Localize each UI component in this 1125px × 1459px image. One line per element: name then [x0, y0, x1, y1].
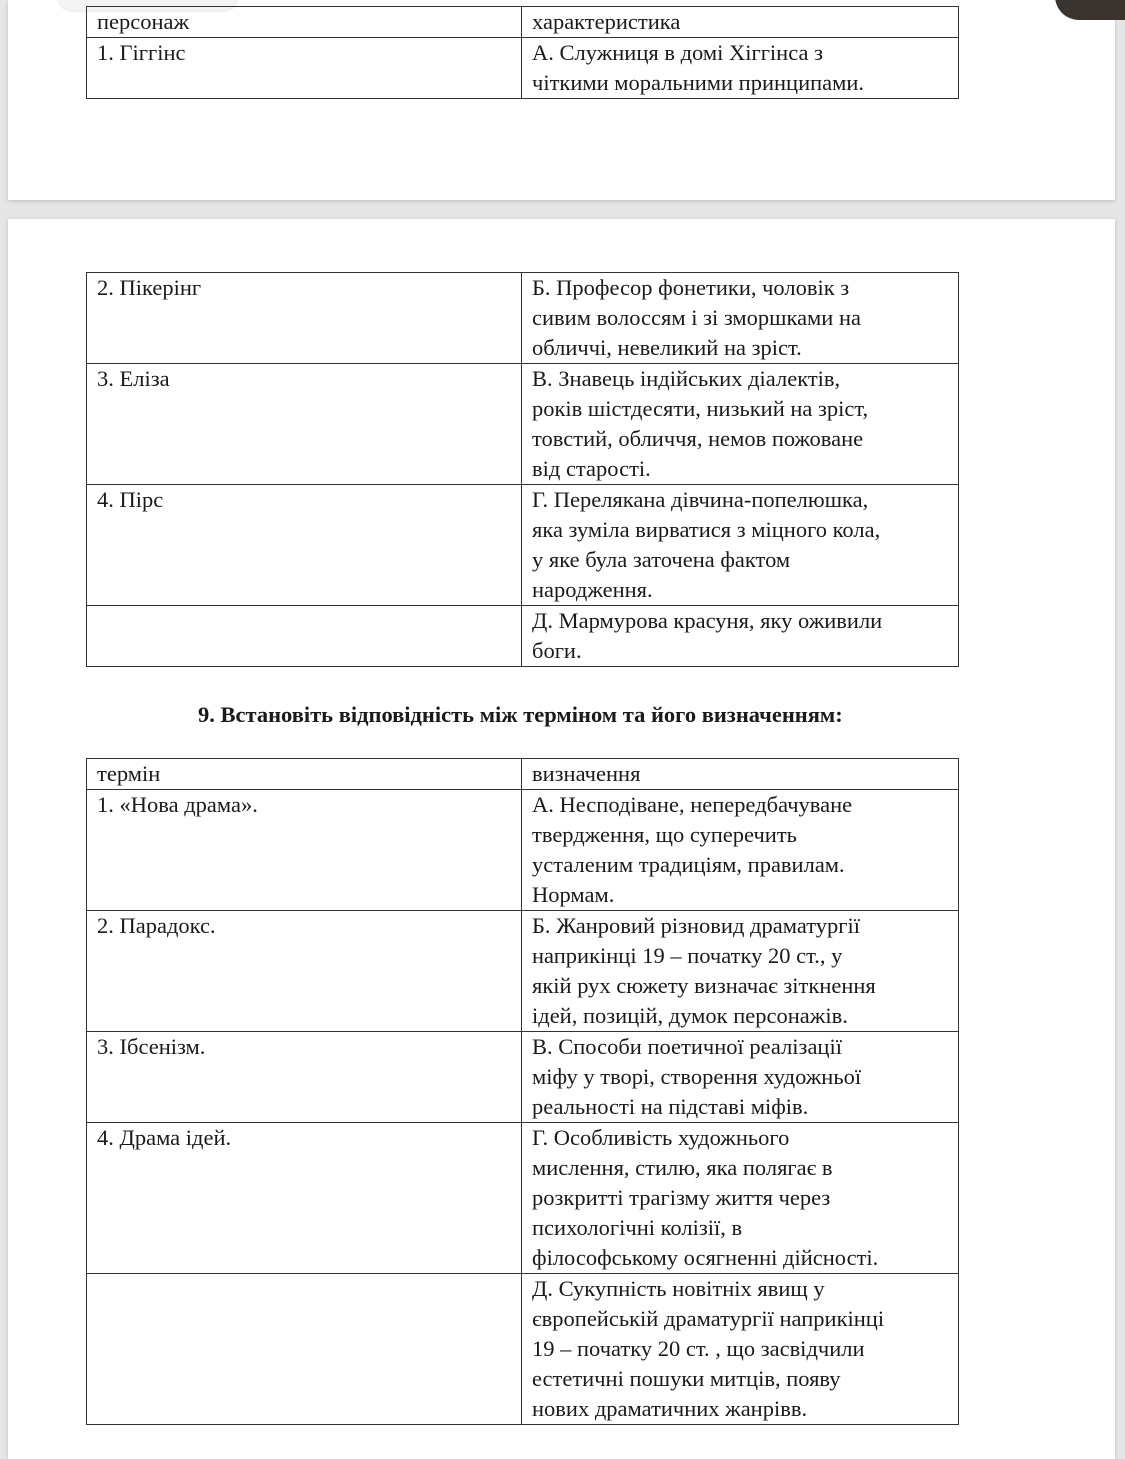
- header-cell-character: персонаж: [87, 7, 522, 38]
- table-row: [87, 273, 959, 364]
- table-cell: Г. Перелякана дівчина-попелюшка, яка зуміла вирватися з міцного кола, у яке була заточена фактом народження.: [522, 485, 959, 606]
- characters-table-top: [86, 6, 959, 99]
- table-cell: Б. Жанровий різновид драматургії наприкінці 19 – початку 20 ст., у якій рух сюжету визначає зіткнення ідей, позицій, думок персонажів.: [522, 911, 959, 1032]
- header-cell-characteristic: характеристика: [522, 7, 959, 38]
- table-row: [87, 364, 959, 485]
- table-row: [87, 911, 959, 1032]
- table-cell: В. Знавець індійських діалектів, років шістдесяти, низький на зріст, товстий, обличчя, немов пожоване від старості.: [522, 364, 959, 485]
- header-cell-definition: визначення: [522, 759, 959, 790]
- table-cell: 2. Пікерінг: [87, 273, 522, 364]
- table-row: [87, 1123, 959, 1274]
- table-row: [87, 606, 959, 667]
- table-row: [87, 38, 959, 99]
- table-cell: Б. Професор фонетики, чоловік з сивим волоссям і зі зморшками на обличчі, невеликий на зріст.: [522, 273, 959, 364]
- table-row: [87, 790, 959, 911]
- table-cell: [87, 1274, 522, 1425]
- table-cell: 2. Парадокс.: [87, 911, 522, 1032]
- table-cell: 4. Пірс: [87, 485, 522, 606]
- table-header-row: [87, 759, 959, 790]
- table-row: [87, 1274, 959, 1425]
- table-row: [87, 485, 959, 606]
- table-cell: 1. «Нова драма».: [87, 790, 522, 911]
- table-cell: Д. Мармурова красуня, яку оживили боги.: [522, 606, 959, 667]
- table-cell: 3. Еліза: [87, 364, 522, 485]
- table-cell: Г. Особливість художнього мислення, стилю, яка полягає в розкритті трагізму життя через психологічні колізії, в філософському осягненні дійсності.: [522, 1123, 959, 1274]
- table-cell: [87, 606, 522, 667]
- characters-table-bottom: [86, 272, 959, 667]
- header-cell-term: термін: [87, 759, 522, 790]
- table-row: [87, 1032, 959, 1123]
- table-header-row: [87, 7, 959, 38]
- table-cell: 3. Ібсенізм.: [87, 1032, 522, 1123]
- table-cell: В. Способи поетичної реалізації міфу у творі, створення художньої реальності на підставі міфів.: [522, 1032, 959, 1123]
- table-cell: Д. Сукупність новітніх явищ у європейській драматургії наприкінці 19 – початку 20 ст. , що засвідчили естетичні пошуки митців, появу нових драматичних жанрівв.: [522, 1274, 959, 1425]
- question-heading: 9. Встановіть відповідність між терміном та його визначенням:: [198, 702, 843, 727]
- table-cell: А. Служниця в домі Хіггінса з чіткими моральними принципами.: [522, 38, 959, 99]
- table-cell: 1. Гіггінс: [87, 38, 522, 99]
- table-cell: 4. Драма ідей.: [87, 1123, 522, 1274]
- terms-table: [86, 758, 959, 1425]
- table-cell: А. Несподіване, непередбачуване твердження, що суперечить усталеним традиціям, правилам. Нормам.: [522, 790, 959, 911]
